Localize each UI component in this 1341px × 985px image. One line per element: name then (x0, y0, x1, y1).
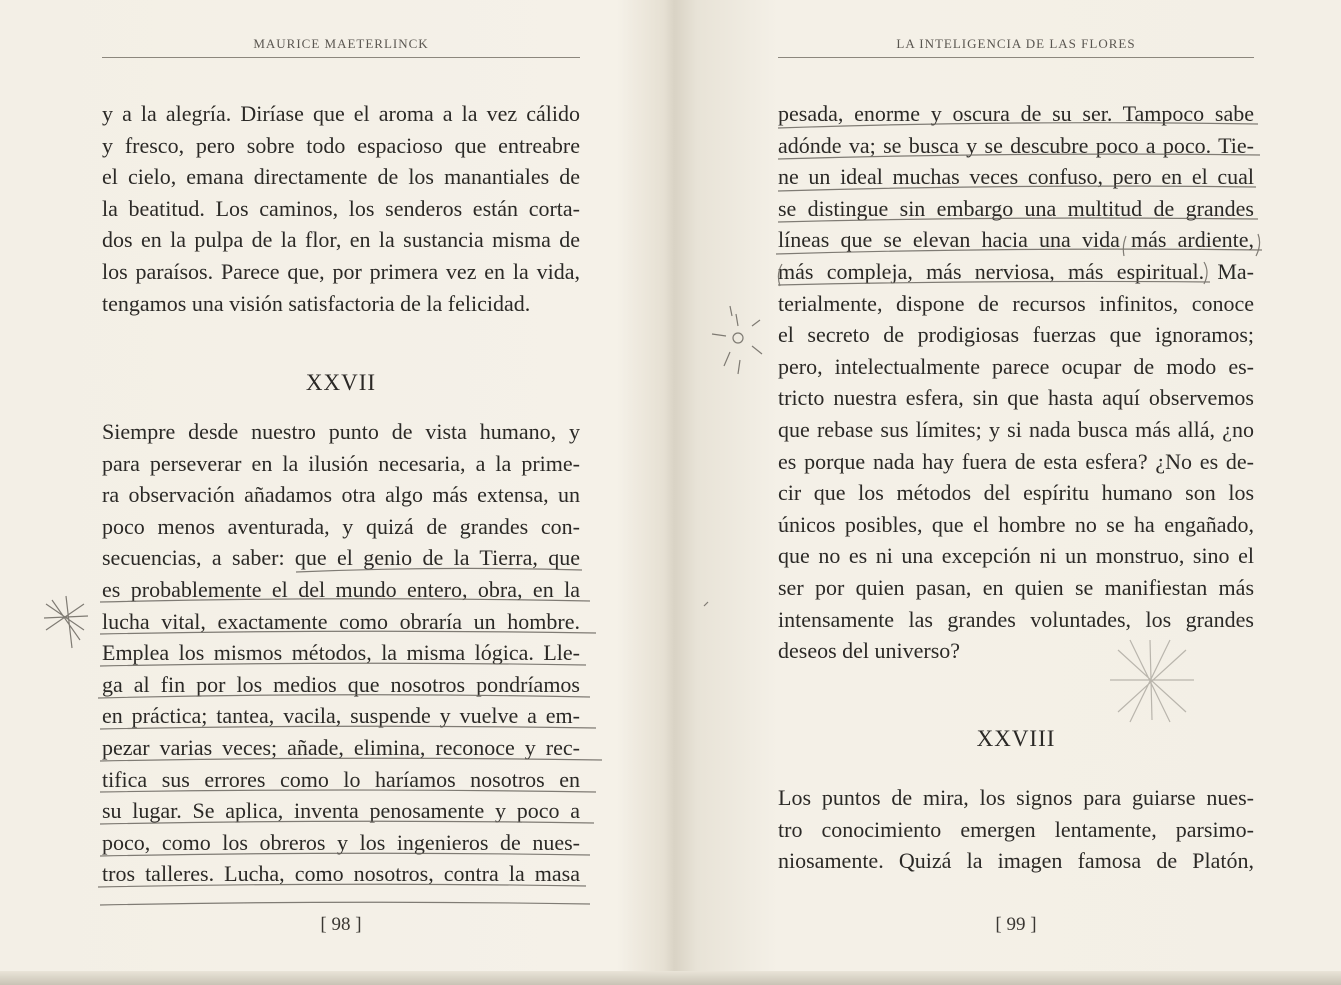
text-line: líneas que se elevan hacia una vida más ardiente, (778, 227, 1254, 253)
text-line: deseos del universo? (778, 638, 961, 664)
chapter-heading-xxviii: XXVIII (976, 726, 1056, 751)
right-page (670, 0, 1341, 985)
text-line: pero, intelectualmente parece ocupar de modo es- (778, 353, 1254, 379)
text-line: tricto nuestra esfera, sin que hasta aquí observemos (778, 385, 1254, 411)
text-line: adónde va; se busca y se descubre poco a poco. Tie- (778, 132, 1254, 158)
text-line: la beatitud. Los caminos, los senderos están corta- (102, 195, 580, 221)
text-line: tifica sus errores como lo haríamos nosotros en (102, 766, 580, 792)
text-line: terialmente, dispone de recursos infinitos, conoce (778, 290, 1254, 316)
text-line: los paraísos. Parece que, por primera vez en la vida, (102, 258, 580, 284)
page-number-left: [ 98 ] (320, 914, 362, 935)
text-line: Los puntos de mira, los signos para guiarse nues- (778, 785, 1254, 810)
running-head-rule (778, 57, 1254, 58)
text-line: ra observación añadamos otra algo más extensa, un (102, 482, 580, 508)
text-line: cir que los métodos del espíritu humano son los (778, 480, 1254, 506)
text-line: pesada, enorme y oscura de su ser. Tampoco sabe (778, 101, 1254, 126)
text-line: Siempre desde nuestro punto de vista humano, y (102, 419, 580, 444)
text-line: se distingue sin embargo una multitud de grandes (778, 195, 1254, 221)
text-line: dos en la pulpa de la flor, en la sustancia misma de (102, 227, 580, 253)
text-line: su lugar. Se aplica, inventa penosamente y poco a (102, 798, 580, 824)
text-line: ga al fin por los medios que nosotros pondríamos (102, 671, 580, 697)
text-line: que no es ni una excepción ni un monstruo, sino el (778, 543, 1254, 569)
text-line: únicos posibles, que el hombre no se ha engañado, (778, 511, 1254, 537)
text-line: poco, como los obreros y los ingenieros de nues- (102, 829, 580, 855)
text-line: pezar varias veces; añade, elimina, reconoce y rec- (102, 734, 580, 760)
text-line: secuencias, a saber: que el genio de la Tierra, que (102, 545, 580, 571)
text-line: tros talleres. Lucha, como nosotros, contra la masa (102, 861, 580, 887)
text-line: intensamente las grandes voluntades, los grandes (778, 606, 1254, 632)
left-paragraph-1 (102, 98, 580, 319)
right-paragraph-2 (778, 782, 1254, 877)
text-line: ne un ideal muchas veces confuso, pero en el cual (778, 164, 1254, 190)
right-paragraph-1 (778, 98, 1254, 667)
left-page (0, 0, 670, 985)
page-number-right: [ 99 ] (995, 914, 1037, 935)
text-line: más compleja, más nerviosa, más espiritual. Ma- (778, 258, 1254, 284)
text-line: lucha vital, exactamente como obraría un hombre. (102, 608, 580, 634)
left-paragraph-2 (102, 416, 580, 890)
running-head-author: MAURICE MAETERLINCK (253, 36, 429, 51)
text-line: y fresco, pero sobre todo espacioso que entreabre (102, 132, 580, 158)
text-line: niosamente. Quizá la imagen famosa de Platón, (778, 848, 1254, 874)
text-line: ser por quien pasan, en quien se manifiestan más (778, 574, 1254, 600)
text-line: poco menos aventurada, y quizá de grandes con- (102, 513, 580, 539)
chapter-heading-xxvii: XXVII (305, 370, 377, 395)
running-head-rule (102, 57, 580, 58)
text-line: en práctica; tantea, vacila, suspende y vuelve a em- (102, 703, 580, 729)
text-line: que rebase sus límites; y si nada busca más allá, ¿no (778, 416, 1254, 442)
running-head-title: LA INTELIGENCIA DE LAS FLORES (896, 36, 1136, 51)
text-line: el cielo, emana directamente de los manantiales de (102, 164, 580, 190)
text-line: tengamos una visión satisfactoria de la felicidad. (102, 290, 531, 316)
text-line: es porque nada hay fuera de esta esfera? ¿No es de- (778, 448, 1254, 474)
text-line: es probablemente el del mundo entero, obra, en la (102, 576, 580, 602)
text-line: tro conocimiento emergen lentamente, parsimo- (778, 816, 1254, 842)
text-line: para perseverar en la ilusión necesaria, a la prime- (102, 450, 580, 476)
text-line: Emplea los mismos métodos, la misma lógica. Lle- (102, 640, 580, 666)
text-line: el secreto de prodigiosas fuerzas que ignoramos; (778, 322, 1254, 348)
text-line: y a la alegría. Diríase que el aroma a la vez cálido (102, 101, 580, 126)
